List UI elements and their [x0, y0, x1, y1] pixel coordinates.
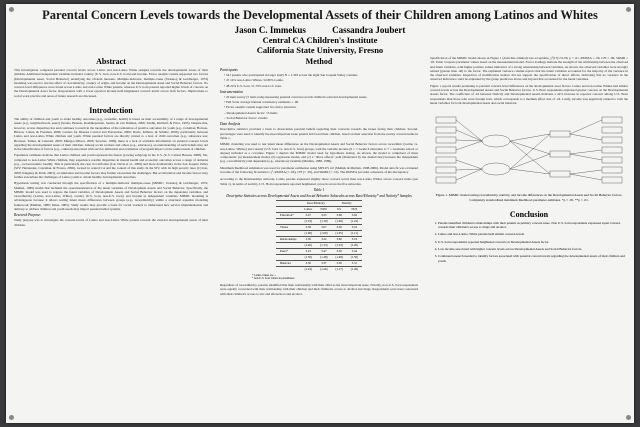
- table-cell: 3.16: [347, 224, 362, 230]
- poster-title: Parental Concern Levels towards the Developmental Assets of their Children among Latinos and Whites: [42, 8, 598, 22]
- table-cell: 3.25: [316, 212, 331, 218]
- author-1: Jason C. Immekus: [234, 25, 306, 35]
- table-cell: (1.50): [300, 254, 316, 260]
- table-cell: (1.20): [347, 242, 362, 248]
- table-cell: 3.50: [300, 260, 316, 266]
- conclusion-item: 2. Latino and non-Latino, White parents held similar concern levels.: [438, 232, 628, 236]
- instrumentation-item: – Developmental Assets factor: 13 items: [224, 110, 278, 115]
- conclusion-item: 3. U.S. born respondents reported heightened concern on Developmental Assets factor.: [438, 240, 628, 244]
- table-cell: 3.07: [316, 224, 331, 230]
- table-cell: (1.05): [331, 230, 346, 236]
- table-cell: 3.44: [347, 248, 362, 254]
- pin-icon: [626, 415, 631, 420]
- instrumentation-item: • 20 item survey (5 item scale) measuring parental concern towards children's external developmental assets.: [224, 94, 368, 99]
- table-cell: (1.06): [300, 230, 316, 236]
- table-cell: 3.36: [331, 248, 346, 254]
- table-cell: (1.09): [316, 230, 331, 236]
- table-cell: 3.31: [347, 260, 362, 266]
- instrumentation-item: • Full Scale average internal consistency estimates = .90.: [224, 100, 299, 105]
- title-block: [6, 8, 634, 55]
- conclusion-item: 4. Low income associated with higher concern levels across Developmental Assets and Social Behavior factors.: [438, 247, 628, 251]
- table-col-header: Latino: [300, 206, 316, 212]
- table-cell: (1.24): [300, 266, 316, 272]
- table-title: Descriptive Statistics across Developmental Assets and Social Behavior Subscales across Race/Ethnicity* and Nativity* Samples: [226, 193, 412, 198]
- poster: [6, 4, 634, 423]
- table-number: Table 1: [313, 187, 325, 192]
- analysis-paragraph-1: Descriptive statistics provided a basis to characterize parental beliefs regarding their concerns towards the issues facing their children. Second, percentages were used to identify the most important issue parents felt faced their children, based on their selection from the twenty concern items in Table 1.: [220, 127, 418, 140]
- intro-paragraph-2: Population estimates indicate that Latino children and youth represent the fastest growing subgroup in the U.S. (U.S. Census Bureau, 2008). Yet, compared to non-Latino White children, they experience notable disparities in mental health and economic outcomes across a range of domains (e.g., socioeconomic, health). This is particularly the case in California (CA; Davis et al., 2009) and more dramatically in the San Joaquin Valley (SJV; Hernandez, Capriman, & Fresno, 2006), located in central CA and the context of this study. In the SJV, with its high poverty rates (Cytron, 2009; Kingsley & Pettit, 2003), acculturation and income factors may further exacerbate the challenges. But acculturation and income factors may further exacerbate the challenges of Latino youth to obtain healthy developmental outcomes.: [14, 153, 208, 179]
- instrumentation-heading: Instrumentation: [220, 89, 243, 94]
- table-cell: (1.19): [300, 218, 316, 224]
- abstract-heading: Abstract: [96, 57, 126, 66]
- table-cell: 3.60: [331, 236, 346, 242]
- table-cell: (1.24): [347, 218, 362, 224]
- table-col-header: NLW: [316, 206, 331, 212]
- table-cell: 3.68: [331, 212, 346, 218]
- table-cell: (1.09): [331, 218, 346, 224]
- table-cell: 3.22: [316, 236, 331, 242]
- table-cell: (1.15): [316, 242, 331, 248]
- participants-heading: Participants: [220, 68, 238, 72]
- table-note: * non-U.S. born values in parentheses: [252, 276, 295, 280]
- table-cell: (1.11): [347, 230, 362, 236]
- table-cell: (1.20): [300, 242, 316, 248]
- table-group-header: Nativity: [331, 200, 362, 206]
- table-group-header: Race/Ethnicity: [300, 200, 331, 206]
- column-right: [430, 56, 628, 266]
- table-cell: (1.19): [316, 218, 331, 224]
- author-2: Cassandra Joubert: [332, 25, 406, 35]
- table-row-label: [276, 266, 300, 272]
- authors: [6, 25, 634, 35]
- table-cell: (1.48): [316, 254, 331, 260]
- abstract-text: This investigation compared parental concern levels across Latino and non-Latino White samples towards the developmental assets of their children. Additional independent variables included country (U.S. born, non-U.S. born) and income. Factor analytic results supported two factors (Developmental Asset, Social Behavior) underlying the 20-item measure. Multiple-indicator, multiple-cause (Jöreskog & Goldberger, 1974) modeling was used to test the effect of race/ethnicity, country of origin, and income on the Developmental Asset and Social Behavior factors. No concern level differences were found across Latino and non-Latino White parents, whereas U.S. born parents reported higher levels of concern on the Developmental Asset factor. Respondents with a lower reported income held heightened concern levels across both factors. Implications to social work practice and areas of future research are discussed.: [14, 68, 208, 98]
- intro-paragraph-3: Hypothesis testing was conducted through the specification of a multiple-indicator multiple-cause (MIMIC; Jöreskog & Goldberger, 1974; Muthén, 1989) model that included the operationalization of the latent variables of Development Assets and Social Behavior. Specifically, the MIMIC model was used to regress the latent variables of Development Assets and Social Behavior factors on the dependent variables, and race/ethnicity (Latino, non-Latino, White), country (U.S. born, non-U.S. born), and income as independent variables. MIMIC modeling is advantageous because it allows testing latent mean differences between groups (e.g., race/ethnicity) within a structural equation modeling framework (Muthén, 1989; Kline, 2005). Study results may provide a basis for social workers to understand how service implementation and delivery to address children and youth needs may impact parental belief systems.: [14, 181, 208, 212]
- data-analysis-heading: Data Analysis: [220, 122, 241, 127]
- table-row-label: Peers*: [276, 248, 300, 254]
- table-cell: 3.36: [331, 260, 346, 266]
- table-col-header: NUS: [347, 206, 362, 212]
- research-purpose-heading: Research Purpose:: [14, 213, 42, 218]
- conclusion-item: 1. Parents identified children's relationships with their parents as primary concern issue. Non U.S. born respondents expressed equal concern towards their children's access to drugs and alcohol.: [438, 221, 628, 230]
- affiliation-2: California State University, Fresno: [256, 45, 384, 55]
- table-note: * Latino values are ...: [252, 273, 277, 277]
- table-cell: 3.37: [316, 260, 331, 266]
- table-row-label: Relationships: [276, 236, 300, 242]
- table-cell: (1.26): [347, 266, 362, 272]
- mimic-figure: [430, 111, 628, 193]
- descriptive-table: [276, 200, 362, 272]
- conclusion-item: 5. Continued research needed to identify factors associated with parental concern levels regarding the developmental assets of their children and youth.: [438, 254, 628, 263]
- analysis-paragraph-2: MIMIC modeling was used to test latent mean differences on the Developmental Assets and Social Behavior factors across race/ethnic (Latino vs. non-Latino, Whites) and country (U.S. born vs. non-U.S. born) groups, with the variable income (0 = < Grade 6 education to 7 = Graduate school or degree) included as a covariate. Figure 1 depicts the MIMIC model used for hypothesis testing. As shown, the model is comprised of three components: (a) measurement model, (b) regression model, and (c) a "direct effects" path (illustrated by the dashed line) between the independent (e.g., race/ethnicity) and dependent (e.g., education) variables (Muthén, 1988, 1989).: [220, 142, 418, 164]
- introduction-heading: Introduction: [89, 106, 133, 116]
- table-cell: 3.23: [300, 248, 316, 254]
- conclusion-list: [430, 221, 628, 263]
- table-cell: 3.47: [300, 212, 316, 218]
- table-row: [276, 266, 362, 272]
- conclusion-heading: Conclusion: [509, 209, 549, 219]
- results-paragraph-2: Regardless of race/ethnicity, parents identified that their relationship with their child as the most important issue. Notably, non-U.S. born respondents were equally concerned with their relationship with their children and their children's access to alcohol and drugs. Respondents were least concerned with their children's access to arts and afterschool and alcohol.: [220, 282, 418, 296]
- table-cell: 3.47: [316, 248, 331, 254]
- participants-item: • 541 parents who participated in larger study N = 1,393 across the eight San Joaquin Valley counties.: [224, 73, 359, 77]
- table-row-label: Values: [276, 224, 300, 230]
- figure-caption: Figure 1. MIMIC model testing race/ethnicity, nativity, and income differences on the Developmental Assets and Social Behavior factors. Completely standardized maximum likelihood parameter estimates. *p < .05, **p < .01.: [435, 193, 623, 202]
- participants-item: • 48.22% U.S. born, 51.79% non-U.S. born.: [224, 83, 282, 88]
- table-cell: (1.17): [331, 266, 346, 272]
- table-row-label: Education*: [276, 212, 300, 218]
- participants-item: • 47.14% non-Latino Whites, 52.86% Latino.: [224, 78, 284, 83]
- analysis-paragraph-3: Maximum likelihood estimation was used for parameter estimation using MPLUS 4.0 (Muthén & Muthén, 1998-2006). Model data fit was evaluated in terms of the following fit statistics: χ², RMSEA (< .06), CFI (> .95), and SRMR (< .10). The RMSEA provides a measure of the discrepancy: [220, 165, 418, 175]
- instrumentation-item: – Social Behavior factor: 4 items: [224, 116, 268, 121]
- table-cell: 3.36: [331, 224, 346, 230]
- column-middle: [220, 56, 418, 298]
- intro-paragraph-1: The ability of children and youth to attain healthy outcomes (e.g., academic, health) is based on their accessibility of a range of developmental assets (e.g., neighborhoods, peers) (Scales, Benson, Roehlkepartain, Sesma, & van Dulmen, 2006; Zeldin, Kimball, & Price, 1995). Despite this, however, access disparities has and continues to result in the inequalities of the realization of positive outcomes for youth (e.g., Coleman, Hobson, Hinson, Cohen, & Freeman, 2006; Centers for Disease Control and Prevention, 2006; Davis, Kilburn, & Schultz, 2009), particularly between Latino and non-Latino White children and youth. While parental factors are directly related to a host of child outcomes (e.g., substance use; Brouwer, Tumer, & Catterall, 2009; Mungro-Wilson, 2006; Spooner, 1999), there is a lack of available information on parental concern levels regarding the developmental assets of their children. Among social workers and others (e.g., educators), an understanding of such beliefs may aid in the identification of factors (e.g., cultural) associated with service utilization and evaluation of program impact on the unmet needs of children.: [14, 117, 208, 152]
- table-cell: (1.48): [331, 254, 346, 260]
- table-col-header: US: [331, 206, 346, 212]
- research-purpose-text: Study purpose was to investigate the concern levels of Latino and non-Latino White parents towards the external developmental assets of their children.: [14, 218, 208, 227]
- instrumentation-item: • Factor analytic results supported two factor structure:: [224, 105, 297, 110]
- table-cell: 3.19: [347, 236, 362, 242]
- results-paragraph-1: According to the Relationships subscale, Latino parents expressed slightly more concern levels than non-Latino Whites across concern items (see Table 1). In terms of nativity, U.S. Born respondents reported heightened concern across the five subscales.: [220, 177, 418, 186]
- table-cell: 3.39: [300, 236, 316, 242]
- table-cell: (1.50): [347, 254, 362, 260]
- pin-icon: [9, 415, 14, 420]
- method-heading: Method: [305, 57, 333, 66]
- table-row-label: Behavior: [276, 260, 300, 266]
- table-cell: (1.26): [316, 266, 331, 272]
- mimic-diagram: [430, 111, 628, 193]
- results-paragraph-3: Specification of the MIMIC model shown in Figure 1 (dash line omitted) was acceptable, χ²(17)=51.06, p < .01, RMSEA = .06, CFI = .96, SRMR = .03. Table 3 reports parameter values based on the measurement model. Factor loadings indicate the strength of the relationship between the observed and latent variables, with higher positive values indicative of a strong relationship between variables. As shown, the observed variables were strongly related (greater than .40) to the factor. The explained variance column reports that the latent variables accounted for the majority of the variance in the observed variables. Inspection of modification indices did not support the specification of direct effects, indicating that no variance in the observed indicators could be explained by the group predictors above and beyond that accounted for the latent variables.: [430, 56, 628, 82]
- column-left: [14, 56, 208, 229]
- table-cell: (1.23): [331, 242, 346, 248]
- table-cell: 3.02: [347, 212, 362, 218]
- results-paragraph-4: Figure 1 reports results pertaining to parental concern level differences on the developmental asset factors. Latino and non-Latino Whites had similar concern levels across the Developmental Assets and Social Behavior factors. U.S. Born respondents expressed greater concern on the Developmental Assets factor. The coefficient of .24 between Nativity and Developmental Assets indicates a 24% increase in reported concern among U.S. Born respondents than those who were foreign born, which corresponds to a medium effect size of .24. Lastly, income was negatively related to both the latent variables for both developmental assets and social behavior.: [430, 83, 628, 105]
- affiliation-1: Central CA Children's Institute: [262, 35, 378, 45]
- table-cell: 3.39: [300, 224, 316, 230]
